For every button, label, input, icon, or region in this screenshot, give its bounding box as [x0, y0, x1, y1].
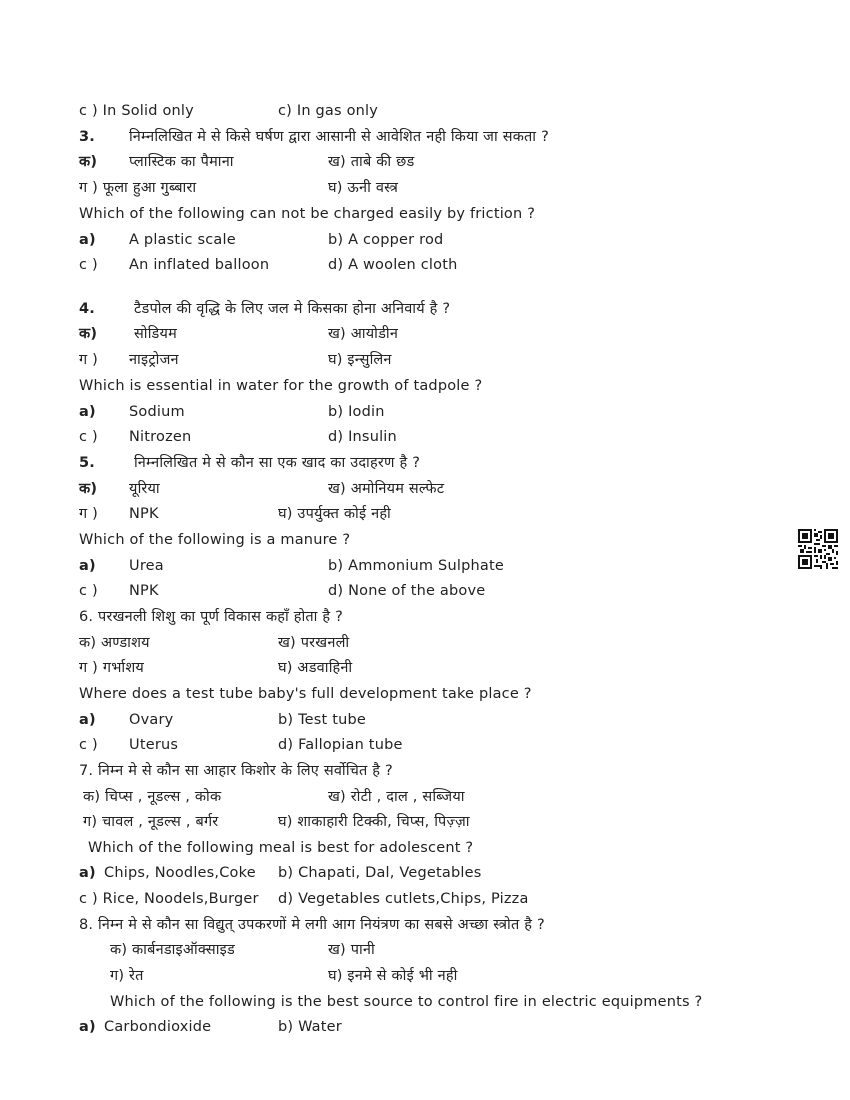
question-text-hindi: 7. निम्न मे से कौन सा आहार किशोर के लिए सर्वोचित है ?: [79, 763, 393, 779]
option-label: a): [79, 1019, 96, 1035]
option-text: c ) Rice, Noodels,Burger: [79, 891, 259, 907]
option-text: ख) आयोडीन: [328, 326, 399, 342]
option-text: d) None of the above: [328, 583, 486, 599]
option-text: ग) चावल , नूडल्स , बर्गर: [83, 814, 219, 830]
option-text: घ) इनमे से कोई भी नही: [328, 968, 458, 984]
option-line: c ) In Solid only: [79, 103, 194, 119]
option-text: ख) ताबे की छड: [328, 154, 415, 170]
option-text: ख) परखनली: [278, 635, 350, 651]
option-text: घ) ऊनी वस्त्र: [328, 180, 399, 196]
option-text: नाइट्रोजन: [129, 352, 179, 368]
question-number: 4.: [79, 301, 95, 317]
option-text: सोडियम: [134, 326, 177, 342]
question-text-english: Which of the following is the best source to control fire in electric equipments ?: [110, 994, 703, 1010]
option-text: b) Test tube: [278, 712, 367, 728]
option-text: b) A copper rod: [328, 232, 444, 248]
option-label: क): [79, 154, 98, 170]
option-text: ख) पानी: [328, 942, 375, 958]
option-line: c) In gas only: [278, 103, 379, 119]
option-text: d) Vegetables cutlets,Chips, Pizza: [278, 891, 529, 907]
question-text-english: Which of the following meal is best for adolescent ?: [88, 840, 474, 856]
option-label: ग ): [79, 352, 99, 368]
question-text-hindi: 6. परखनली शिशु का पूर्ण विकास कहाँ होता है ?: [79, 609, 344, 625]
option-label: क): [79, 481, 98, 497]
option-text: घ) इन्सुलिन: [328, 352, 392, 368]
option-text: NPK: [129, 583, 159, 599]
question-number: 3.: [79, 129, 95, 145]
option-text: Ovary: [129, 712, 174, 728]
option-text: Uterus: [129, 737, 179, 753]
question-number: 5.: [79, 455, 95, 471]
option-text: क) चिप्स , नूडल्स , कोक: [83, 789, 222, 805]
option-text: NPK: [129, 506, 159, 522]
option-label: क): [79, 326, 98, 342]
option-label: c ): [79, 583, 98, 599]
option-text: b) Chapati, Dal, Vegetables: [278, 865, 482, 881]
option-label: c ): [79, 737, 98, 753]
option-text: Sodium: [129, 404, 185, 420]
option-text: ग) रेत: [110, 968, 144, 984]
option-text: d) Fallopian tube: [278, 737, 403, 753]
option-text: Urea: [129, 558, 164, 574]
option-text: Chips, Noodles,Coke: [104, 865, 256, 881]
question-text-hindi: टैडपोल की वृद्धि के लिए जल मे किसका होना अनिवार्य है ?: [134, 301, 451, 317]
question-text-hindi: निम्नलिखित मे से कौन सा एक खाद का उदाहरण है ?: [134, 455, 421, 471]
option-text: प्लास्टिक का पैमाना: [129, 154, 234, 170]
option-text: d) A woolen cloth: [328, 257, 458, 273]
option-text: घ) उपर्युक्त कोई नही: [278, 506, 391, 522]
option-label: a): [79, 865, 96, 881]
option-text: b) Iodin: [328, 404, 385, 420]
option-label: a): [79, 712, 96, 728]
option-label: a): [79, 232, 96, 248]
option-label: a): [79, 558, 96, 574]
option-text: घ) शाकाहारी टिक्की, चिप्स, पिज़्ज़ा: [278, 814, 470, 830]
question-text-english: Which of the following can not be charged easily by friction ?: [79, 206, 536, 222]
question-text-hindi: निम्नलिखित मे से किसे घर्षण द्वारा आसानी से आवेशित नही किया जा सकता ?: [129, 129, 549, 145]
question-text-english: Which is essential in water for the growth of tadpole ?: [79, 378, 483, 394]
option-text: ग ) गर्भाशय: [79, 660, 145, 676]
option-text: ग ) फूला हुआ गुब्बारा: [79, 180, 197, 196]
option-text: Nitrozen: [129, 429, 192, 445]
option-label: c ): [79, 257, 98, 273]
option-text: क) कार्बनडाइऑक्साइड: [110, 942, 235, 958]
option-text: A plastic scale: [129, 232, 236, 248]
option-text: An inflated balloon: [129, 257, 270, 273]
option-label: a): [79, 404, 96, 420]
option-label: ग ): [79, 506, 99, 522]
option-text: यूरिया: [129, 481, 160, 497]
option-text: b) Water: [278, 1019, 342, 1035]
option-text: b) Ammonium Sulphate: [328, 558, 504, 574]
option-text: घ) अडवाहिनी: [278, 660, 353, 676]
option-label: c ): [79, 429, 98, 445]
question-text-hindi: 8. निम्न मे से कौन सा विद्युत् उपकरणों मे लगी आग नियंत्रण का सबसे अच्छा स्त्रोत है ?: [79, 917, 545, 933]
question-text-english: Which of the following is a manure ?: [79, 532, 351, 548]
question-text-english: Where does a test tube baby's full development take place ?: [79, 686, 532, 702]
option-text: ख) रोटी , दाल , सब्जिया: [328, 789, 465, 805]
option-text: क) अण्डाशय: [79, 635, 150, 651]
option-text: ख) अमोनियम सल्फेट: [328, 481, 445, 497]
qr-code-icon: [798, 529, 838, 569]
option-text: Carbondioxide: [104, 1019, 212, 1035]
option-text: d) Insulin: [328, 429, 397, 445]
